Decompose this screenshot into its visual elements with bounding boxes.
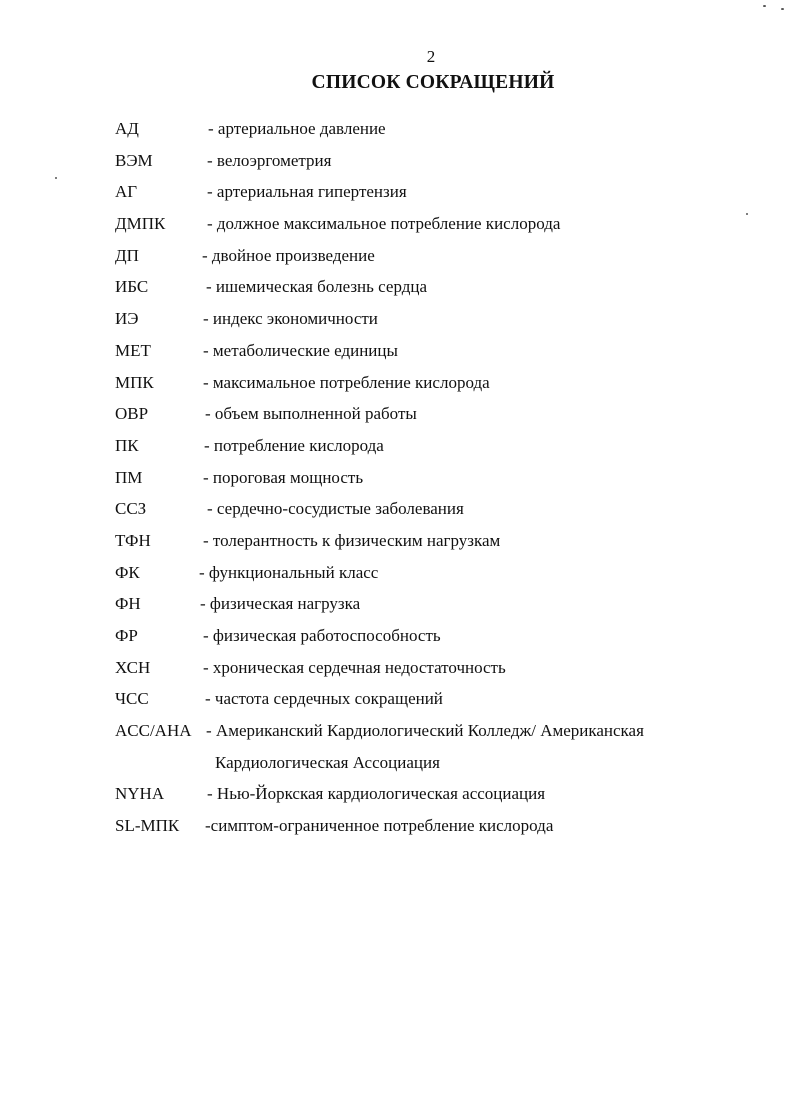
abbreviation: ФК	[115, 562, 140, 582]
definition: - артериальная гипертензия	[207, 182, 407, 202]
abbreviation: ВЭМ	[115, 150, 153, 170]
list-item	[115, 815, 775, 847]
definition: - потребление кислорода	[204, 435, 384, 455]
list-item	[115, 783, 775, 815]
list-item	[115, 118, 775, 150]
list-item	[115, 467, 775, 499]
scan-speck	[763, 5, 766, 7]
list-item	[115, 593, 775, 625]
abbreviation: АД	[115, 119, 139, 138]
list-item	[115, 340, 775, 372]
list-item	[115, 657, 775, 689]
definition: - хроническая сердечная недостаточность	[203, 657, 506, 677]
abbreviation: ИЭ	[115, 309, 139, 329]
definition: - пороговая мощность	[203, 467, 364, 487]
definition: - должное максимальное потребление кислорода	[207, 214, 561, 234]
abbreviation: МПК	[115, 372, 154, 392]
abbreviation: ДМПК	[115, 214, 166, 234]
definition: - сердечно-сосудистые заболевания	[207, 499, 464, 519]
definition: - двойное произведение	[202, 245, 375, 265]
definition: - толерантность к физическим нагрузкам	[203, 530, 501, 550]
abbreviation: АГ	[115, 182, 138, 202]
page-title: СПИСОК СОКРАЩЕНИЙ	[311, 72, 555, 93]
definition: - велоэргометрия	[207, 150, 332, 170]
definition: - объем выполненной работы	[205, 404, 417, 424]
list-item	[115, 562, 775, 594]
definition: - метаболические единицы	[203, 340, 398, 360]
list-item	[115, 435, 775, 467]
list-item	[115, 625, 775, 657]
definition: - физическая работоспособность	[203, 626, 441, 645]
abbreviation: ХСН	[115, 657, 151, 677]
abbreviation: NYHA	[115, 784, 165, 804]
list-item	[115, 276, 775, 308]
abbreviation: SL-МПК	[115, 816, 180, 836]
abbreviation-list	[115, 118, 775, 847]
definition: - Нью-Йоркская кардиологическая ассоциация	[207, 784, 546, 804]
list-item	[115, 308, 775, 340]
definition: - индекс экономичности	[203, 309, 378, 329]
scan-speck	[781, 8, 784, 10]
list-item	[115, 530, 775, 562]
abbreviation: ФР	[115, 626, 138, 645]
abbreviation: ФН	[115, 594, 141, 614]
list-item	[115, 720, 775, 752]
abbreviation: МЕТ	[115, 340, 151, 360]
definition: -симптом-ограниченное потребление кислорода	[205, 816, 554, 836]
list-item	[115, 150, 775, 182]
page-number: 2	[426, 47, 436, 66]
list-item	[115, 245, 775, 277]
abbreviation: ACC/AHA	[115, 721, 192, 741]
definition: - максимальное потребление кислорода	[203, 372, 490, 392]
abbreviation: ИБС	[115, 277, 149, 297]
abbreviation: ОВР	[115, 404, 149, 424]
scan-speck	[746, 213, 748, 215]
definition: - функциональный класс	[199, 562, 379, 582]
abbreviation: ДП	[115, 245, 139, 265]
list-item	[115, 498, 775, 530]
abbreviation: ТФН	[115, 530, 151, 550]
list-item	[115, 688, 775, 720]
list-item	[115, 403, 775, 435]
definition: - частота сердечных сокращений	[205, 689, 443, 709]
abbreviation: ПМ	[115, 467, 143, 487]
list-item	[115, 213, 775, 245]
definition: - артериальное давление	[208, 119, 386, 138]
list-item	[115, 181, 775, 213]
definition: - физическая нагрузка	[200, 594, 361, 614]
definition: - ишемическая болезнь сердца	[206, 277, 428, 297]
list-item	[115, 372, 775, 404]
abbreviation: ССЗ	[115, 499, 147, 519]
scan-speck	[55, 177, 57, 179]
abbreviation: ЧСС	[115, 689, 149, 709]
definition: Кардиологическая Ассоциация	[215, 752, 440, 772]
list-item	[115, 752, 775, 784]
definition: - Американский Кардиологический Колледж/ Американская	[206, 721, 644, 741]
abbreviation: ПК	[115, 435, 139, 455]
